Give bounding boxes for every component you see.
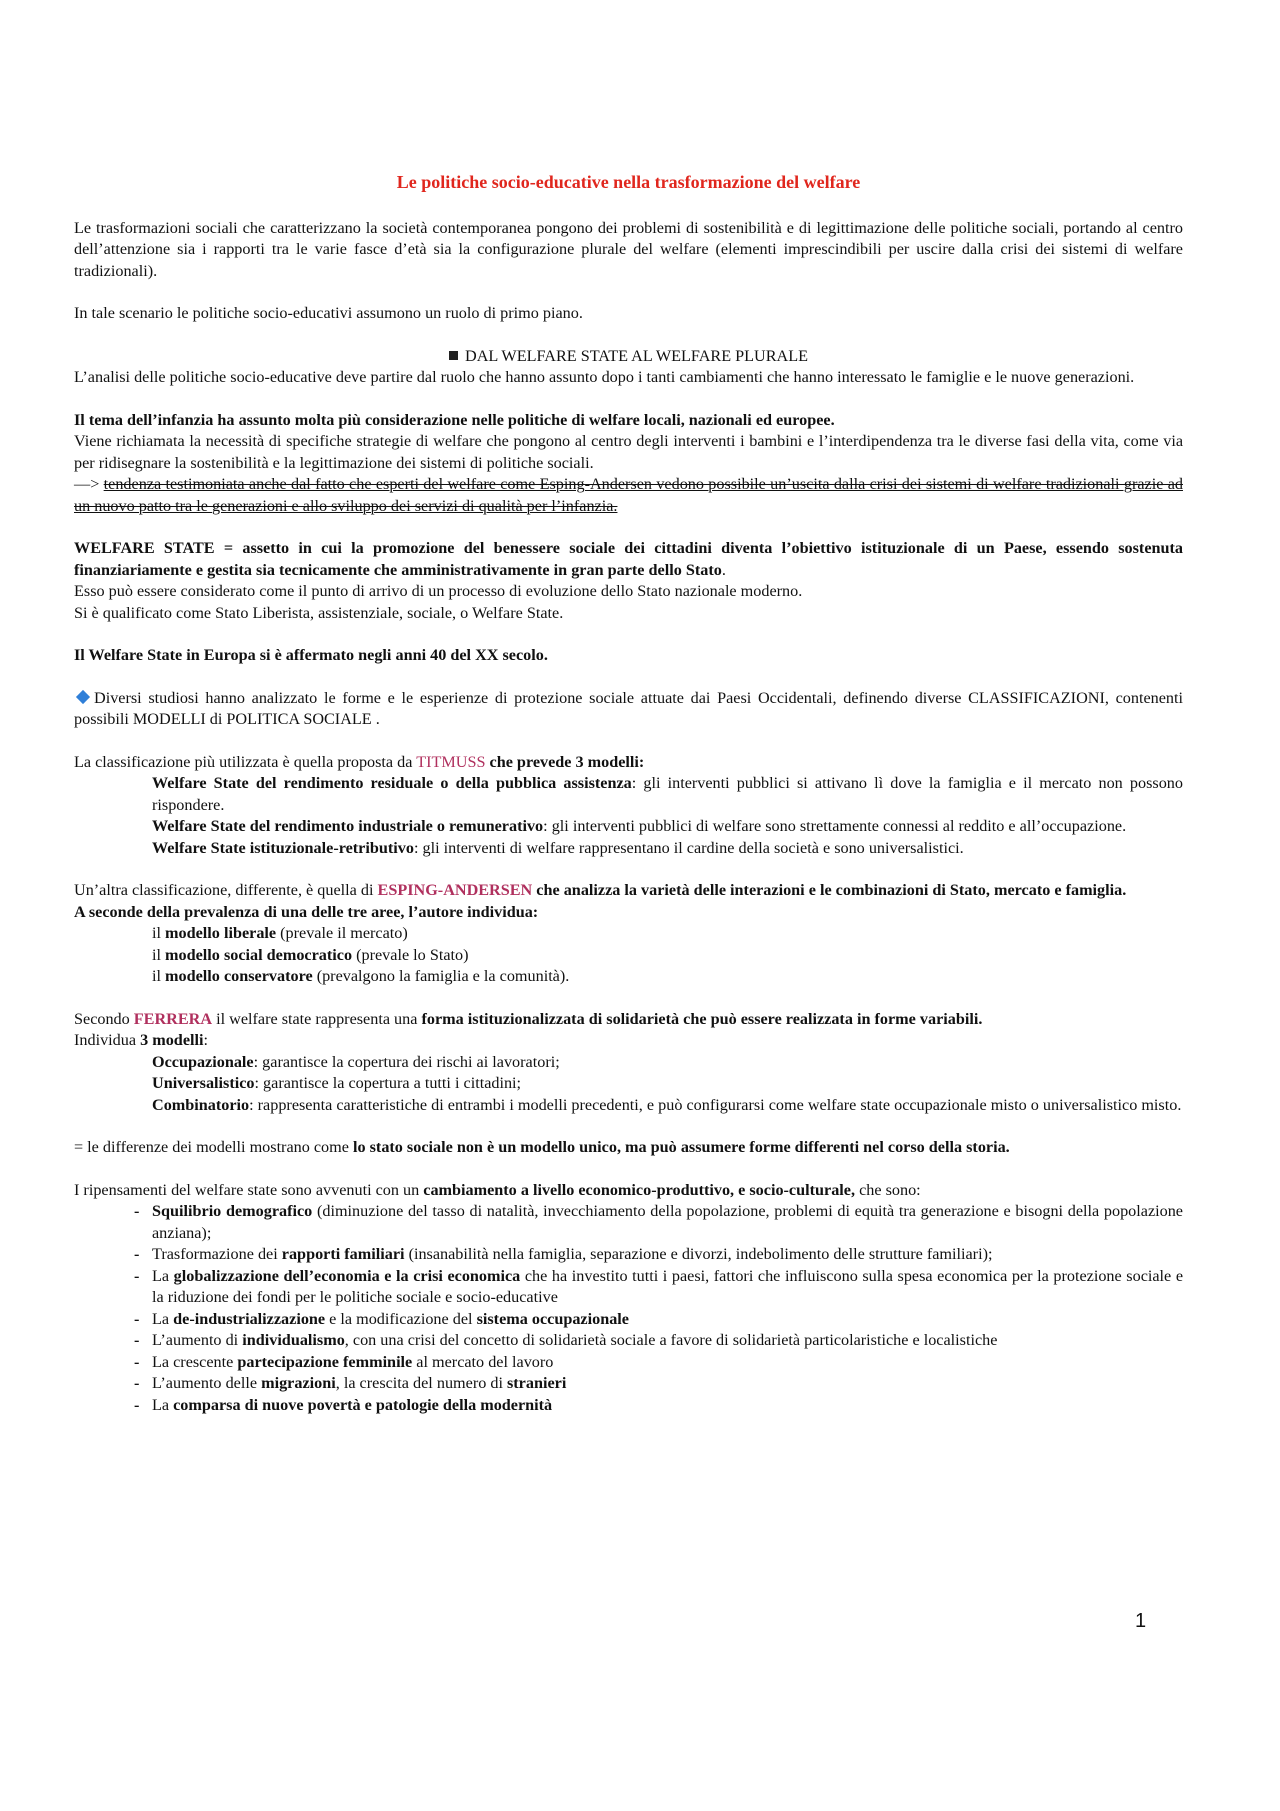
ferrera-lead: Secondo FERRERA il welfare state rappresenta una forma istituzionalizzata di solidarietà che può essere realizzata in forme variabili.: [74, 1009, 983, 1028]
list-item: - L’aumento di individualismo, con una crisi del concetto di solidarietà sociale a favore di solidarietà particolaristiche e localistiche: [134, 1330, 1183, 1352]
page-title: Le politiche socio-educative nella trasformazione del welfare: [396, 172, 861, 192]
welfare-definition: WELFARE STATE = assetto in cui la promozione del benessere sociale dei cittadini diventa l’obiettivo istituzionale di un Paese, essendo sostenuta finanziariamente e gestita sia tecnicamente che amministrativamente in gran parte dello Stato.: [74, 539, 1183, 579]
list-item: - Squilibrio demografico (diminuzione del tasso di natalità, invecchiamento della popolazione, problemi di equità tra generazione e bisogni della popolazione anziana);: [134, 1201, 1183, 1244]
esping-models: [74, 923, 1183, 988]
ferrera-line-2: Individua 3 modelli:: [74, 1031, 208, 1049]
list-item: - La comparsa di nuove povertà e patologie della modernità: [134, 1395, 1183, 1417]
classificazioni-paragraph: Diversi studiosi hanno analizzato le forme e le esperienze di protezione sociale attuate dai Paesi Occidentali, definendo diverse CLASSIFICAZIONI, contenenti possibili MODELLI di POLITICA SOCIALE .: [74, 688, 1183, 728]
titmuss-model-2: Welfare State del rendimento industriale o remunerativo: gli interventi pubblici di welfare sono strettamente connessi al reddito e all’occupazione.: [152, 817, 1127, 835]
tendenza-paragraph: —> tendenza testimoniata anche dal fatto che esperti del welfare come Esping-Andersen vedono possibile un’uscita dalla crisi dei sistemi di welfare tradizionali grazie ad un nuovo patto tra le generazioni e allo sviluppo dei servizi di qualità per l’infanzia.: [74, 475, 1183, 515]
list-item: - Trasformazione dei rapporti familiari (insanabilità nella famiglia, separazione e divorzi, indebolimento delle strutture familiari);: [134, 1244, 1183, 1266]
ripensamenti-list: [74, 1201, 1183, 1416]
welfare-def-line-3: Si è qualificato come Stato Liberista, assistenziale, sociale, o Welfare State.: [74, 603, 564, 622]
square-bullet-icon: [449, 351, 458, 360]
titmuss-model-1: Welfare State del rendimento residuale o della pubblica assistenza: gli interventi pubblici si attivano lì dove la famiglia e il mercato non possono rispondere.: [152, 774, 1183, 814]
esping-line-2: A seconde della prevalenza di una delle tre aree, l’autore individua:: [74, 902, 539, 921]
ripensamenti-lead: I ripensamenti del welfare state sono avvenuti con un cambiamento a livello economico-produttivo, e socio-culturale, che sono:: [74, 1180, 921, 1199]
page-number: 1: [1135, 1610, 1147, 1632]
list-item: - La de-industrializzazione e la modificazione del sistema occupazionale: [134, 1309, 1183, 1331]
strategie-paragraph: Viene richiamata la necessità di specifiche strategie di welfare che pongono al centro degli interventi i bambini e l’interdipendenza tra le diverse fasi della vita, come via per ridisegnare la sostenibilità e la legittimazione dei sistemi di politiche sociali.: [74, 432, 1183, 472]
welfare-def-line-2: Esso può essere considerato come il punto di arrivo di un processo di evoluzione dello Stato nazionale moderno.: [74, 582, 803, 600]
intro-paragraph: Le trasformazioni sociali che caratterizzano la società contemporanea pongono dei problemi di sostenibilità e di legittimazione delle politiche sociali, portando al centro dell’attenzione sia i rapporti tra le varie fasce d’età sia la configurazione plurale del welfare (elementi imprescindibili per uscire dalla crisi dei sistemi di welfare tradizionali).: [74, 218, 1183, 280]
esping-lead: Un’altra classificazione, differente, è quella di ESPING-ANDERSEN che analizza la varietà delle interazioni e le combinazioni di Stato, mercato e famiglia.: [74, 881, 1127, 899]
ferrera-model-1: Occupazionale: garantisce la copertura dei rischi ai lavoratori;: [152, 1052, 560, 1071]
esping-model-1: il modello liberale (prevale il mercato): [152, 924, 408, 942]
titmuss-model-3: Welfare State istituzionale-retributivo: gli interventi di welfare rappresentano il cardine della società e sono universalistici.: [152, 838, 964, 857]
esping-model-3: il modello conservatore (prevalgono la famiglia e la comunità).: [152, 967, 570, 985]
intro-paragraph-2: In tale scenario le politiche socio-educativi assumono un ruolo di primo piano.: [74, 304, 583, 322]
list-item: - La globalizzazione dell’economia e la crisi economica che ha investito tutti i paesi, fattori che influiscono sulla spesa economica per la protezione sociale e la riduzione dei fondi per le politiche sociale e socio-educative: [134, 1266, 1183, 1309]
esping-model-2: il modello social democratico (prevale lo Stato): [152, 945, 469, 964]
list-item: - L’aumento delle migrazioni, la crescita del numero di stranieri: [134, 1373, 1183, 1395]
document-page: [74, 168, 1183, 1416]
diamond-bullet-icon: [76, 689, 90, 703]
section-paragraph-1: L’analisi delle politiche socio-educative deve partire dal ruolo che hanno assunto dopo i tanti cambiamenti che hanno interessato le famiglie e le nuove generazioni.: [74, 368, 1135, 386]
ferrera-model-3: Combinatorio: rappresenta caratteristiche di entrambi i modelli precedenti, e può configurarsi come welfare state occupazionale misto o universalistico misto.: [152, 1095, 1182, 1114]
titmuss-models: [74, 773, 1183, 859]
titmuss-lead: La classificazione più utilizzata è quella proposta da TITMUSS che prevede 3 modelli:: [74, 752, 645, 771]
conclusion-paragraph: = le differenze dei modelli mostrano come lo stato sociale non è un modello unico, ma può assumere forme differenti nel corso della storia.: [74, 1138, 1010, 1156]
list-item: - La crescente partecipazione femminile al mercato del lavoro: [134, 1352, 1183, 1374]
section-heading: DAL WELFARE STATE AL WELFARE PLURALE: [74, 346, 1183, 368]
ferrera-model-2: Universalistico: garantisce la copertura a tutti i cittadini;: [152, 1074, 522, 1092]
ferrera-models: [74, 1052, 1183, 1117]
welfare-europe: Il Welfare State in Europa si è affermato negli anni 40 del XX secolo.: [74, 646, 548, 664]
infanzia-bold: Il tema dell’infanzia ha assunto molta più considerazione nelle politiche di welfare locali, nazionali ed europee.: [74, 410, 835, 429]
